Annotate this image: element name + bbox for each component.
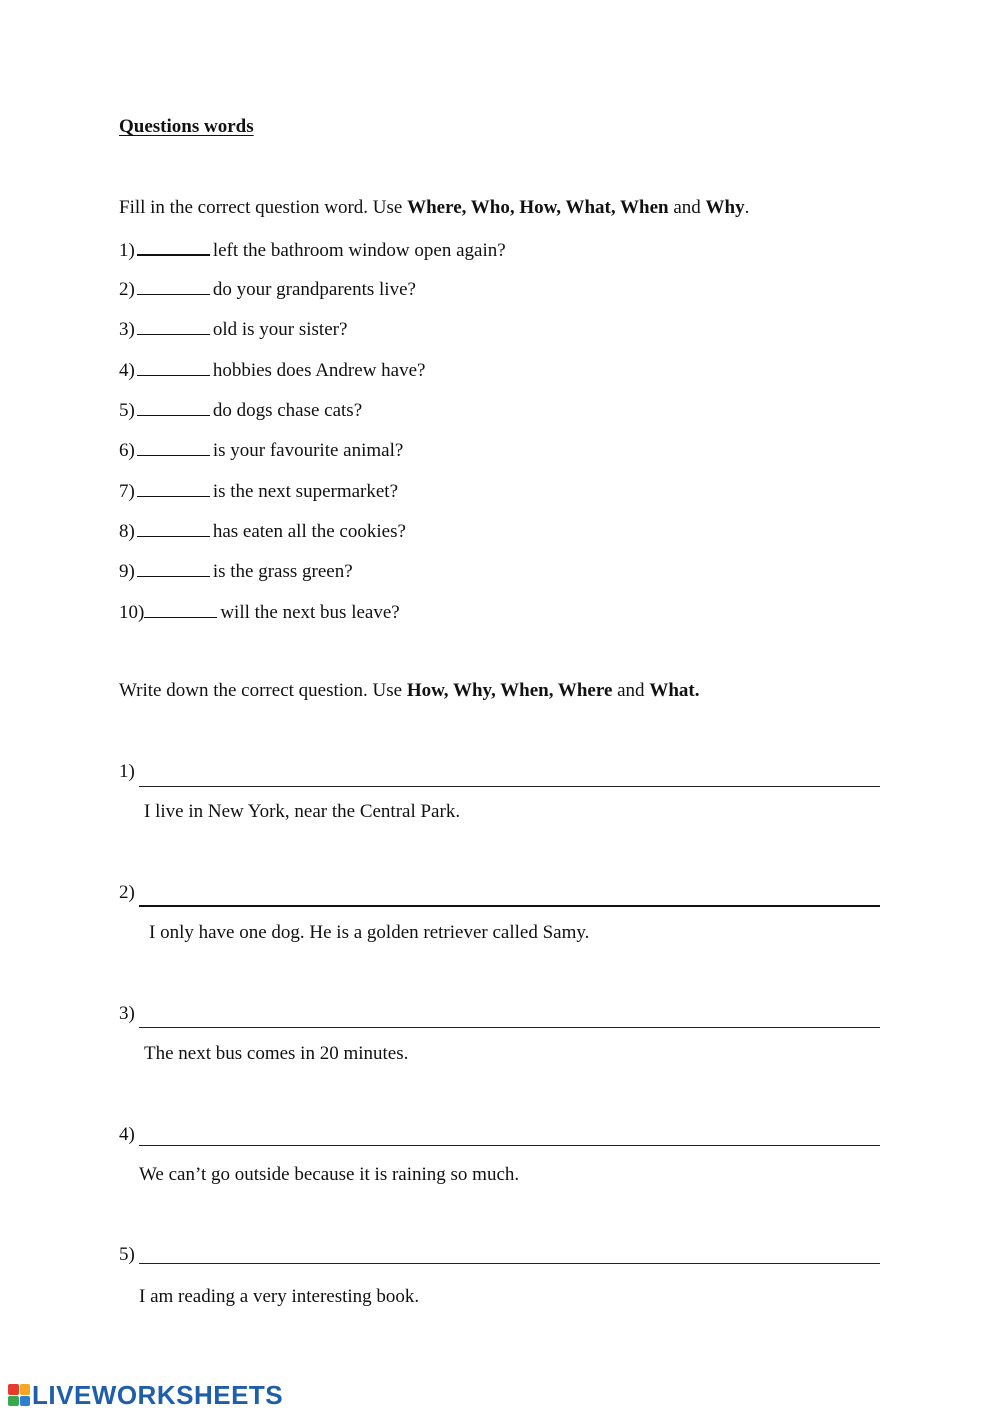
fill-item-7 [119,479,398,503]
question-number-4: 4) [119,1124,135,1145]
instruction-text: Fill in the correct question word. Use [119,197,408,218]
fill-item-8 [119,519,406,543]
instruction-and: and [668,197,706,218]
item-text: old is your sister? [212,319,348,340]
instruction-suffix: . [744,197,750,218]
answer-blank[interactable] [137,237,210,256]
answer-blank[interactable] [137,317,210,335]
item-text: do your grandparents live? [212,279,416,300]
answer-blank[interactable] [137,358,210,376]
brand-name: LIVEWORKSHEETS [32,1379,284,1410]
item-number: 8) [119,521,135,542]
fill-item-4 [119,358,425,382]
answer-blank[interactable] [137,479,210,497]
item-number: 10) [119,602,145,623]
question-write-line-2[interactable] [139,905,880,907]
item-number: 2) [119,279,135,300]
item-number: 9) [119,561,135,582]
instruction-bold: How, Why, When, Where [406,680,613,701]
item-number: 6) [119,440,135,461]
section2-instruction [119,680,699,702]
question-write-line-5[interactable] [139,1263,880,1264]
instruction-and: and [612,680,650,701]
item-number: 7) [119,481,135,502]
question-write-line-3[interactable] [139,1027,880,1028]
item-number: 3) [119,319,135,340]
item-text: do dogs chase cats? [212,400,363,421]
item-text: has eaten all the cookies? [212,521,406,542]
page-title: Questions words [119,116,254,137]
answer-blank[interactable] [144,600,217,618]
instruction-bold: Where, Who, How, What, When [407,197,669,218]
question-number-5: 5) [119,1244,135,1265]
answer-blank[interactable] [137,559,210,577]
item-text: hobbies does Andrew have? [212,360,426,381]
question-number-1: 1) [119,761,135,782]
item-text: is the grass green? [212,561,353,582]
answer-text-5: I am reading a very interesting book. [139,1286,420,1307]
item-number: 4) [119,360,135,381]
fill-item-6 [119,438,403,462]
question-number-2: 2) [119,882,135,903]
section1-instruction [119,197,749,219]
fill-item-2 [119,277,416,301]
instruction-bold-2: Why [705,197,745,218]
item-text: will the next bus leave? [220,602,400,623]
answer-text-4: We can’t go outside because it is raining so much. [139,1164,520,1185]
answer-blank[interactable] [137,277,210,295]
answer-blank[interactable] [137,438,210,456]
item-number: 1) [119,240,135,261]
liveworksheets-logo-icon [8,1384,30,1406]
item-text: is the next supermarket? [212,481,399,502]
answer-blank[interactable] [137,398,210,416]
answer-text-1: I live in New York, near the Central Park. [144,801,461,822]
item-text: left the bathroom window open again? [212,240,506,261]
answer-text-2: I only have one dog. He is a golden retriever called Samy. [149,922,590,943]
item-number: 5) [119,400,135,421]
question-write-line-4[interactable] [139,1145,880,1146]
answer-blank[interactable] [137,519,210,537]
fill-item-5 [119,398,362,422]
instruction-bold-2: What. [649,680,700,701]
instruction-text: Write down the correct question. Use [119,680,407,701]
fill-item-10 [119,600,400,624]
question-number-3: 3) [119,1003,135,1024]
item-text: is your favourite animal? [212,440,404,461]
footer-brand[interactable] [8,1380,283,1410]
answer-text-3: The next bus comes in 20 minutes. [144,1043,409,1064]
fill-item-3 [119,317,347,341]
fill-item-1 [119,237,506,262]
question-write-line-1[interactable] [139,786,880,787]
fill-item-9 [119,559,353,583]
